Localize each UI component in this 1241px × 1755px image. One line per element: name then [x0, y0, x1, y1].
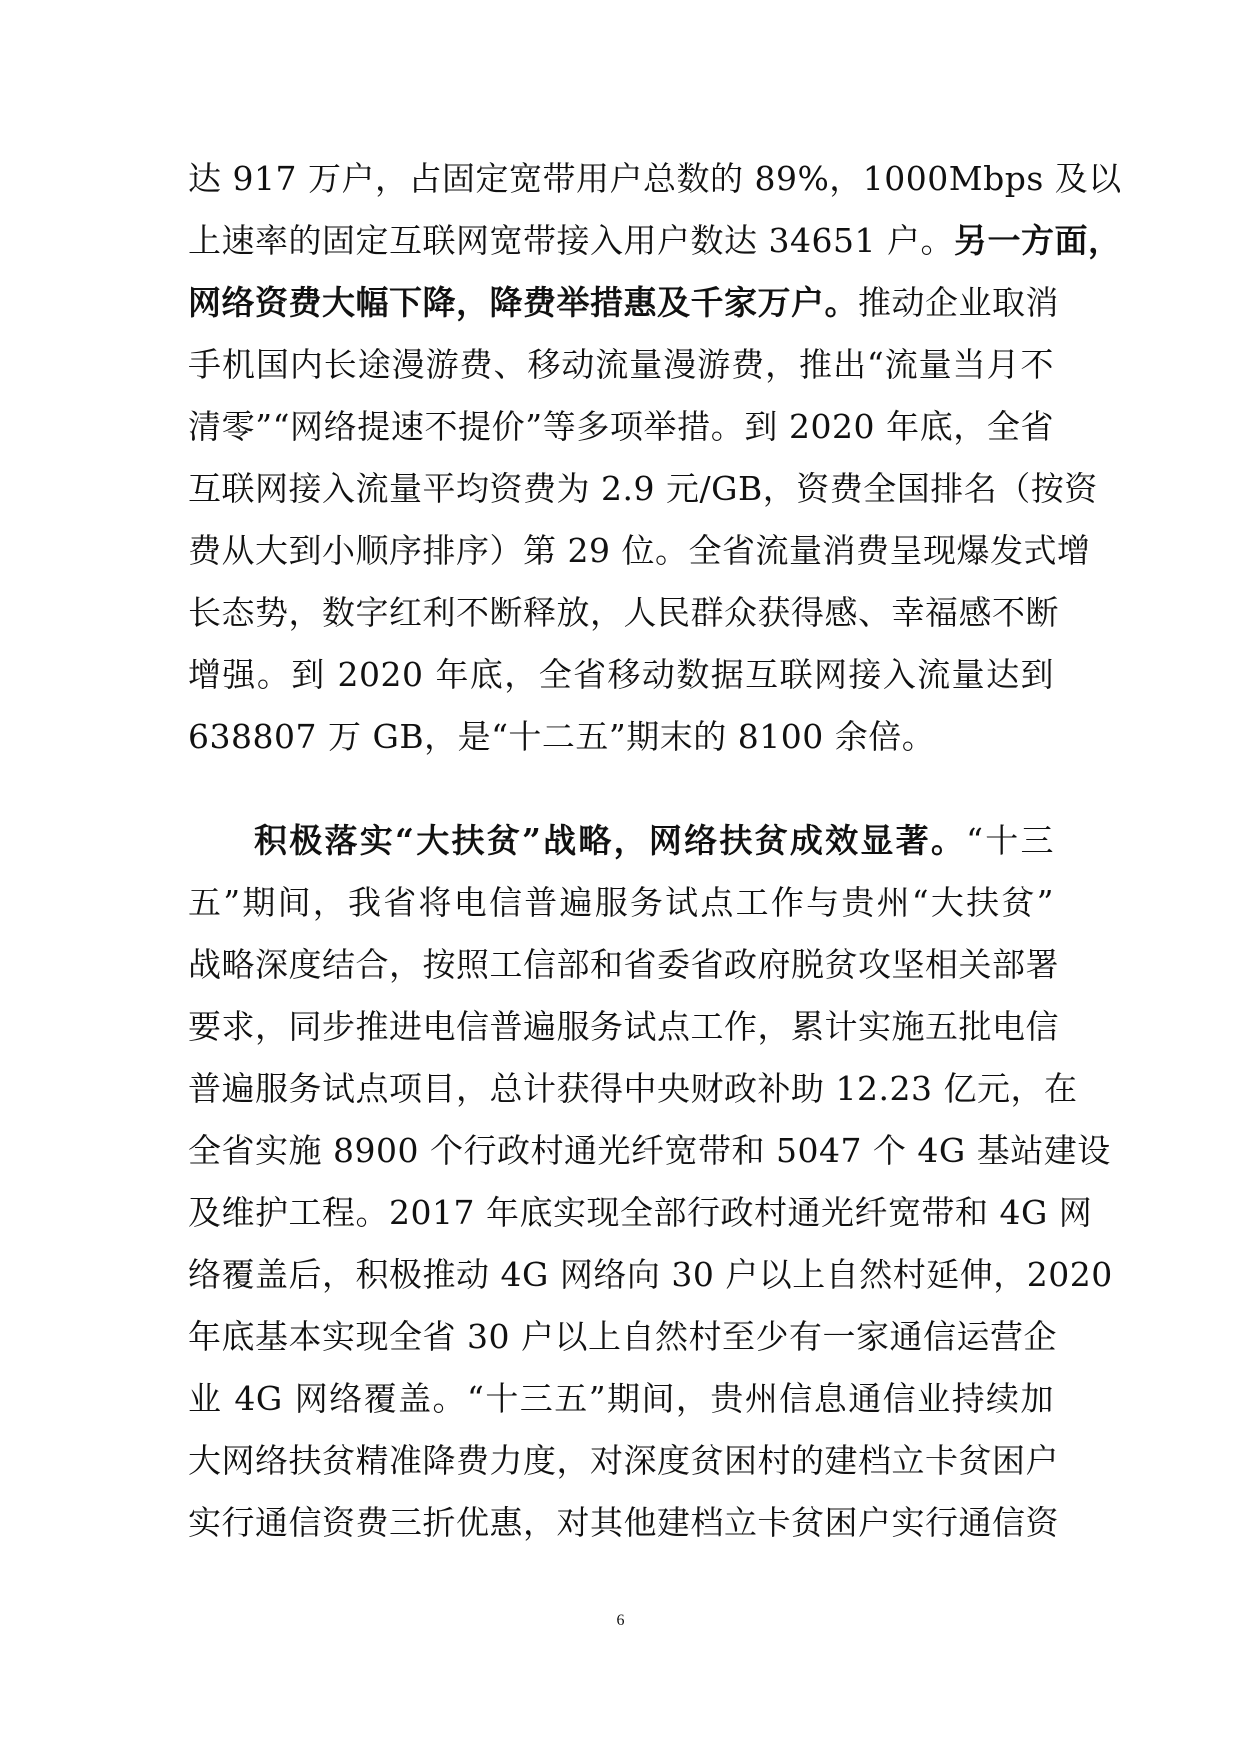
text-run: 上速率的固定互联网宽带接入用户数达 34651 户。	[188, 221, 954, 260]
text-line	[188, 810, 1054, 872]
text-line: 战略深度结合，按照工信部和省委省政府脱贫攻坚相关部署	[188, 945, 1059, 984]
text-line: 手机国内长途漫游费、移动流量漫游费，推出“流量当月不	[188, 345, 1054, 384]
text-line: 络覆盖后，积极推动 4G 网络向 30 户以上自然村延伸，2020	[188, 1255, 1113, 1294]
text-line: 全省实施 8900 个行政村通光纤宽带和 5047 个 4G 基站建设	[188, 1131, 1111, 1170]
text-line	[188, 210, 1122, 272]
text-line: 638807 万 GB，是“十二五”期末的 8100 余倍。	[188, 717, 936, 756]
text-line: 五”期间，我省将电信普遍服务试点工作与贵州“大扶贫”	[188, 883, 1054, 922]
bold-heading-run: 网络资费大幅下降，降费举措惠及千家万户。	[188, 283, 858, 322]
text-line: 实行通信资费三折优惠，对其他建档立卡贫困户实行通信资	[188, 1503, 1059, 1542]
text-line: 费从大到小顺序排序）第 29 位。全省流量消费呈现爆发式增	[188, 531, 1091, 570]
text-line: 及维护工程。2017 年底实现全部行政村通光纤宽带和 4G 网	[188, 1193, 1093, 1232]
text-line: 长态势，数字红利不断释放，人民群众获得感、幸福感不断	[188, 593, 1059, 632]
text-run: 推动企业取消	[858, 283, 1059, 322]
text-line: 大网络扶贫精准降费力度，对深度贫困村的建档立卡贫困户	[188, 1441, 1059, 1480]
text-line: 要求，同步推进电信普遍服务试点工作，累计实施五批电信	[188, 1007, 1059, 1046]
text-line: 清零”“网络提速不提价”等多项举措。到 2020 年底，全省	[188, 407, 1054, 446]
bold-heading-run: 另一方面，	[953, 221, 1122, 260]
text-line: 普遍服务试点项目，总计获得中央财政补助 12.23 亿元，在	[188, 1069, 1078, 1108]
text-line: 年底基本实现全省 30 户以上自然村至少有一家通信运营企	[188, 1317, 1057, 1356]
paragraph-poverty-alleviation	[188, 810, 1113, 1554]
page-number: 6	[616, 1612, 625, 1629]
text-line: 增强。到 2020 年底，全省移动数据互联网接入流量达到	[188, 655, 1054, 694]
text-line: 达 917 万户，占固定宽带用户总数的 89%，1000Mbps 及以	[188, 159, 1122, 198]
paragraph-broadband-tariffs	[188, 148, 1122, 768]
text-line	[188, 272, 1059, 334]
text-run: “十三	[966, 821, 1055, 860]
text-line: 互联网接入流量平均资费为 2.9 元/GB，资费全国排名（按资	[188, 469, 1098, 508]
text-line: 业 4G 网络覆盖。“十三五”期间，贵州信息通信业持续加	[188, 1379, 1054, 1418]
bold-heading-run: 积极落实“大扶贫”战略，网络扶贫成效显著。	[254, 821, 967, 860]
